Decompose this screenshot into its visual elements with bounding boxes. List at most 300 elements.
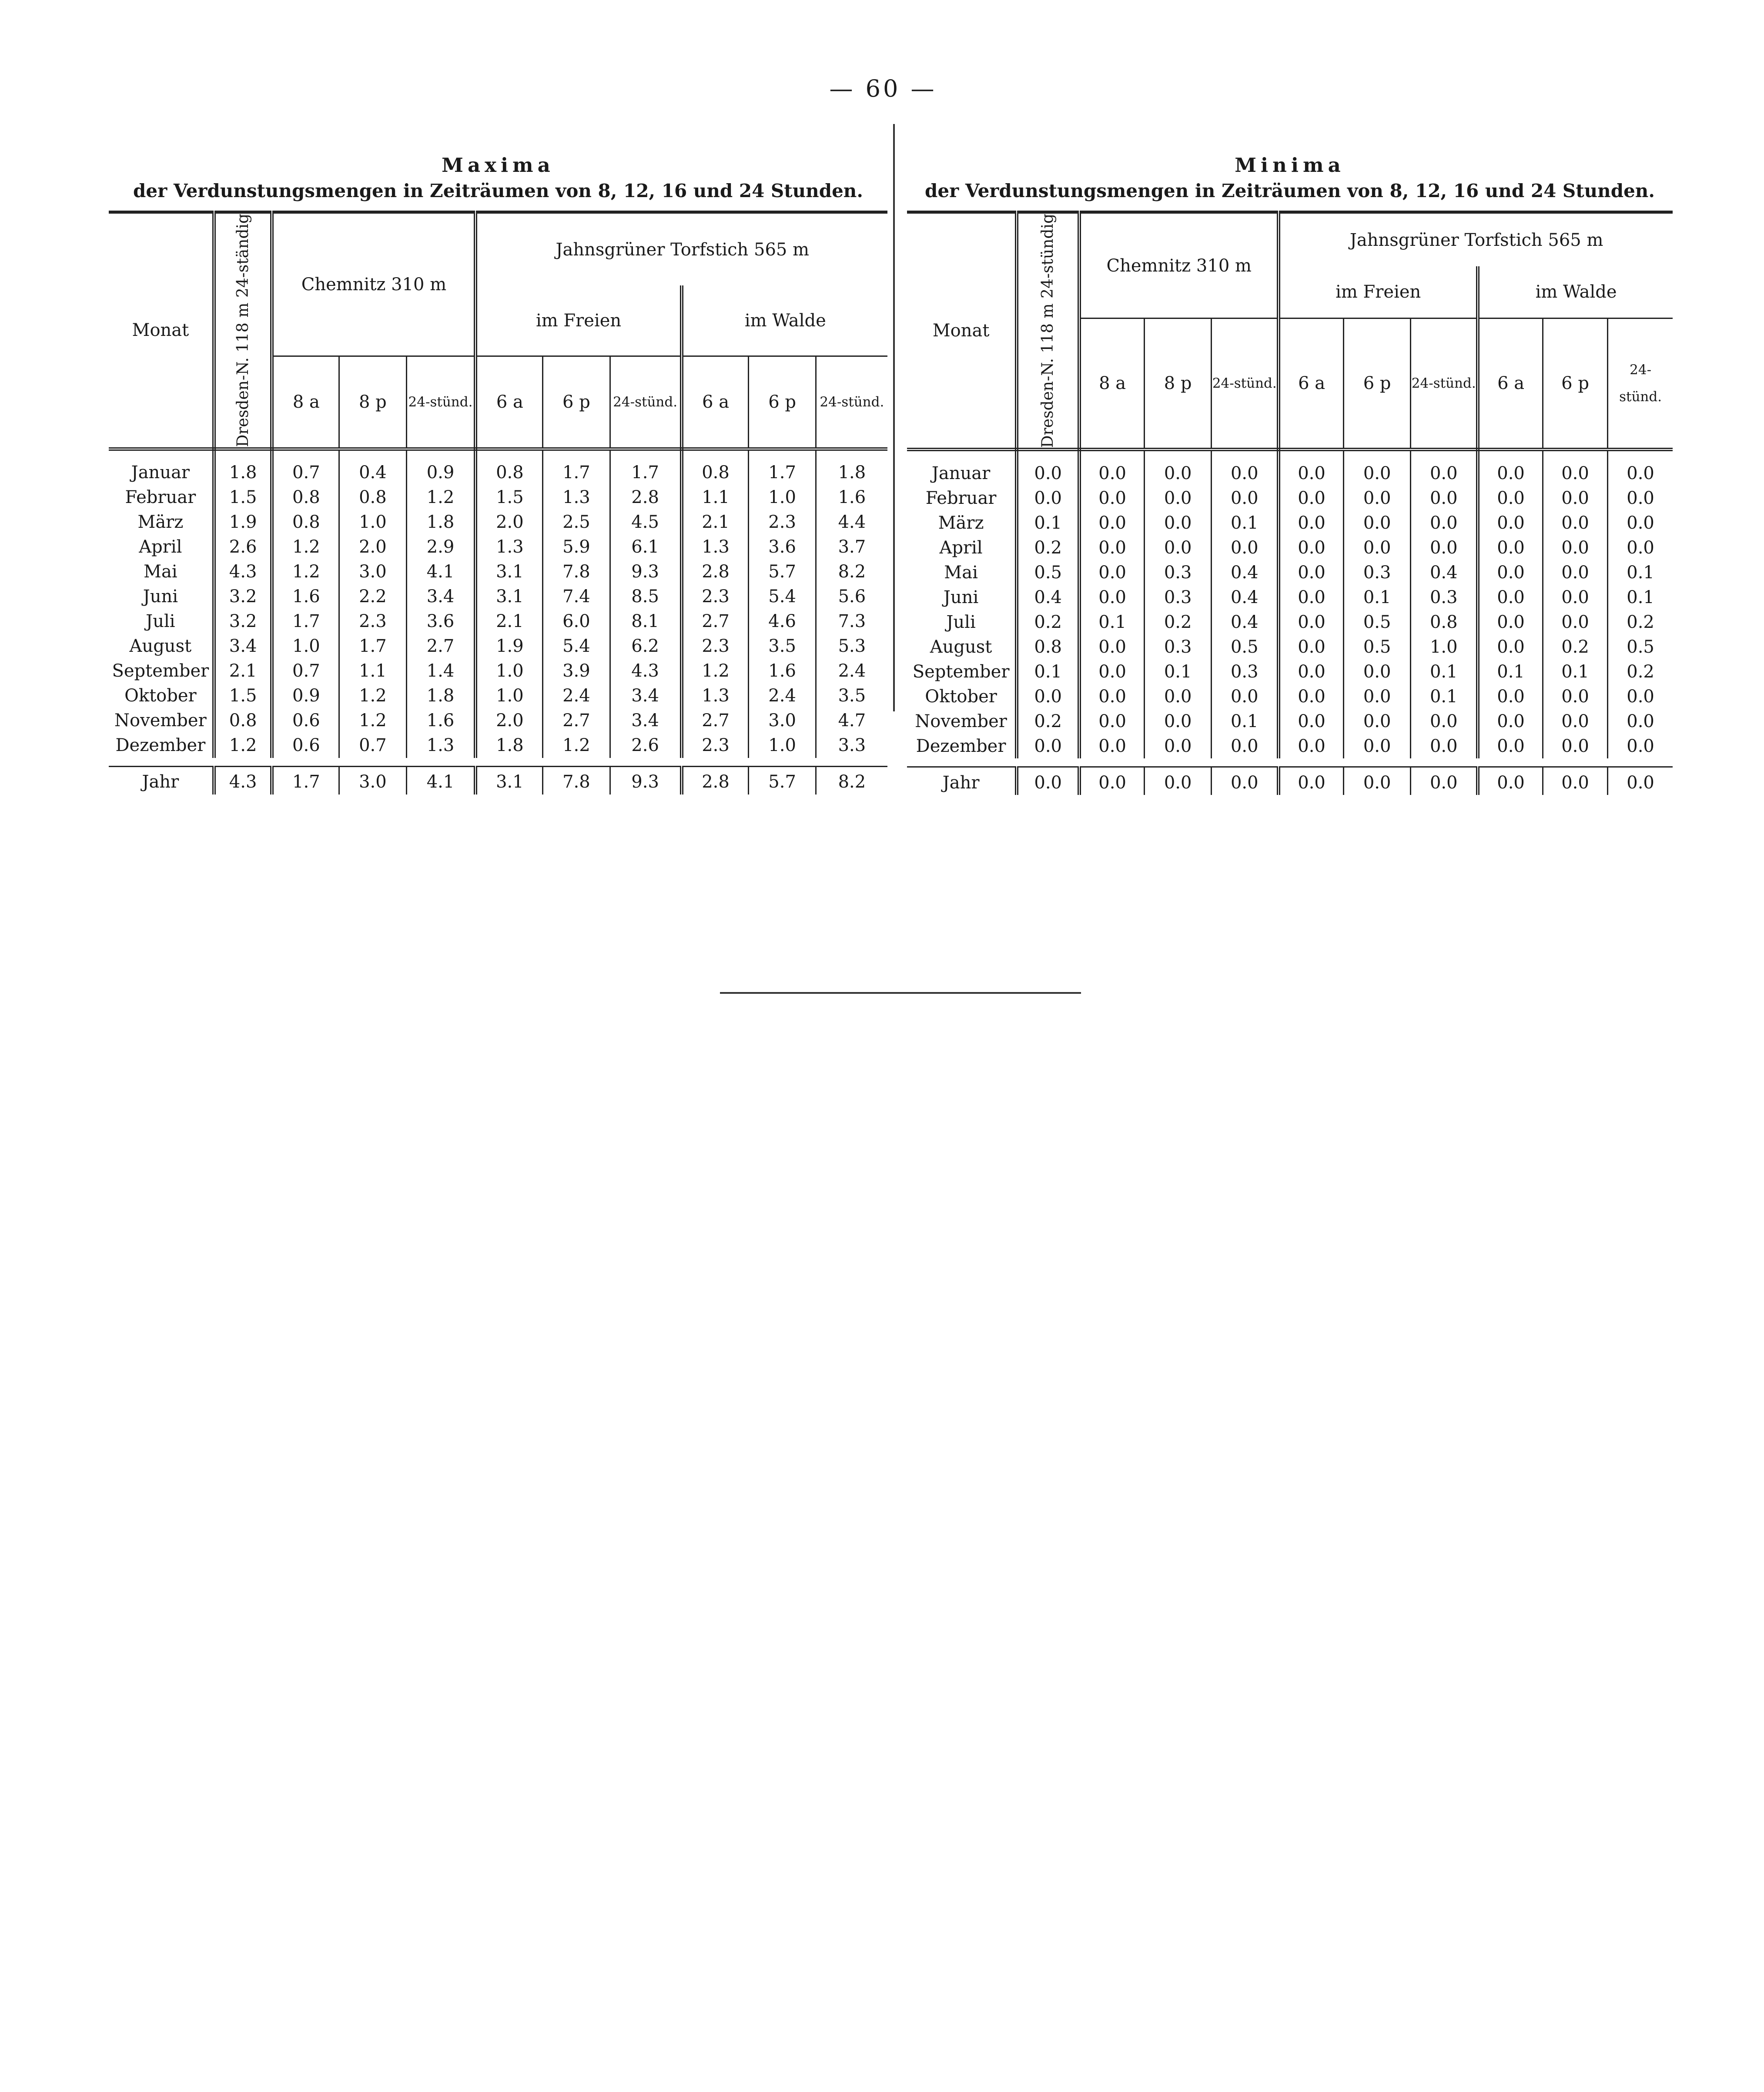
value-cell-chemnitz-8a: 0.9 bbox=[272, 684, 339, 708]
month-cell: Februar bbox=[907, 486, 1017, 510]
value-cell-chemnitz-8p: 0.0 bbox=[1144, 709, 1211, 734]
value-cell-freien-24: 0.0 bbox=[1411, 510, 1478, 535]
value-cell-chemnitz-8a: 0.0 bbox=[1079, 684, 1144, 709]
value-cell-freien-6a: 0.0 bbox=[1279, 585, 1343, 610]
value-cell-dresden: 0.2 bbox=[1017, 535, 1079, 560]
header-jahnsgruen: Jahnsgrüner Torfstich 565 m bbox=[1349, 230, 1603, 250]
value-cell-walde-6p: 5.7 bbox=[749, 560, 816, 584]
value-cell-walde-6a: 1.2 bbox=[682, 659, 749, 684]
value-cell-walde-6p: 1.0 bbox=[749, 733, 816, 758]
value-cell-chemnitz-8p: 0.8 bbox=[339, 485, 406, 510]
value-cell-freien-24: 6.2 bbox=[610, 634, 682, 659]
value-cell-freien-6p: 1.3 bbox=[543, 485, 610, 510]
value-cell-walde-6a: 0.0 bbox=[1478, 767, 1543, 795]
value-cell-dresden: 3.2 bbox=[214, 609, 272, 634]
value-cell-walde-24: 0.2 bbox=[1627, 612, 1654, 632]
value-cell-freien-6p: 0.5 bbox=[1343, 634, 1410, 659]
header-dresden-label: Dresden-N. 118 m 24-ständig bbox=[234, 214, 252, 447]
table-row bbox=[109, 609, 887, 634]
header-freien-6a: 6 a bbox=[475, 356, 542, 449]
value-cell-walde-6a: 0.0 bbox=[1478, 734, 1543, 758]
table-row bbox=[907, 709, 1673, 734]
value-cell-walde-6p: 1.6 bbox=[749, 659, 816, 684]
value-cell-walde-6a: 2.3 bbox=[682, 634, 749, 659]
value-cell-freien-6a: 1.0 bbox=[475, 659, 542, 684]
value-cell-chemnitz-24: 0.0 bbox=[1212, 449, 1279, 486]
value-cell-dresden: 0.1 bbox=[1017, 659, 1079, 684]
header-freien-6a: 6 a bbox=[1279, 318, 1343, 449]
table-row bbox=[109, 560, 887, 584]
value-cell-walde-24: 0.0 bbox=[1627, 513, 1654, 533]
value-cell-chemnitz-8a: 0.6 bbox=[272, 733, 339, 758]
value-cell-chemnitz-8p: 0.3 bbox=[1144, 634, 1211, 659]
value-cell-walde-24: 4.7 bbox=[838, 711, 866, 731]
month-cell: September bbox=[109, 659, 214, 684]
value-cell-chemnitz-24: 0.4 bbox=[1212, 585, 1279, 610]
value-cell-dresden: 1.5 bbox=[214, 684, 272, 708]
value-cell-freien-6a: 1.9 bbox=[475, 634, 542, 659]
value-cell-chemnitz-24: 0.0 bbox=[1212, 734, 1279, 758]
value-cell-chemnitz-8a: 0.6 bbox=[272, 708, 339, 733]
value-cell-chemnitz-8a: 0.7 bbox=[272, 449, 339, 485]
value-cell-freien-6p: 7.4 bbox=[543, 584, 610, 609]
value-cell-walde-6p: 0.0 bbox=[1543, 684, 1607, 709]
value-cell-dresden: 0.0 bbox=[1017, 449, 1079, 486]
table-row bbox=[109, 733, 887, 758]
closing-rule bbox=[720, 992, 1081, 994]
value-cell-chemnitz-8p: 2.3 bbox=[339, 609, 406, 634]
value-cell-walde-24: 0.0 bbox=[1627, 711, 1654, 731]
value-cell-freien-6a: 0.0 bbox=[1279, 535, 1343, 560]
value-cell-walde-24: 1.6 bbox=[838, 487, 866, 508]
value-cell-walde-24: 0.0 bbox=[1608, 767, 1673, 795]
value-cell-dresden: 3.4 bbox=[214, 634, 272, 659]
maxima-body bbox=[109, 449, 887, 795]
value-cell-chemnitz-24: 1.8 bbox=[406, 510, 475, 535]
value-cell-freien-6p: 7.8 bbox=[543, 766, 610, 795]
value-cell-walde-6a: 0.0 bbox=[1478, 585, 1543, 610]
value-cell-walde-24: 8.2 bbox=[816, 766, 887, 795]
value-cell-walde-6p: 0.0 bbox=[1543, 585, 1607, 610]
value-cell-chemnitz-24: 0.3 bbox=[1212, 659, 1279, 684]
value-cell-walde-24: 1.8 bbox=[838, 463, 866, 483]
spacer-row bbox=[907, 758, 1673, 767]
value-cell-freien-6a: 2.0 bbox=[475, 708, 542, 733]
spacer-cell bbox=[907, 758, 1673, 767]
month-cell: Juli bbox=[109, 609, 214, 634]
table-row bbox=[109, 535, 887, 560]
value-cell-walde-24: 5.6 bbox=[838, 587, 866, 607]
value-cell-freien-24: 3.4 bbox=[610, 684, 682, 708]
value-cell-chemnitz-24: 1.3 bbox=[406, 733, 475, 758]
maxima-subtitle: der Verdunstungsmengen in Zeiträumen von 8, 12, 16 und 24 Stunden. bbox=[133, 180, 863, 201]
table-row bbox=[907, 610, 1673, 634]
table-row bbox=[109, 449, 887, 485]
value-cell-freien-24: 0.0 bbox=[1411, 449, 1478, 486]
value-cell-chemnitz-8a: 0.0 bbox=[1079, 510, 1144, 535]
value-cell-walde-6a: 0.0 bbox=[1478, 510, 1543, 535]
value-cell-chemnitz-8a: 0.0 bbox=[1079, 659, 1144, 684]
value-cell-freien-24: 4.5 bbox=[610, 510, 682, 535]
header-freien-6p: 6 p bbox=[1343, 318, 1410, 449]
value-cell-dresden: 0.0 bbox=[1017, 767, 1079, 795]
header-monat: Monat bbox=[109, 212, 214, 449]
header-monat: Monat bbox=[907, 212, 1017, 450]
value-cell-freien-6a: 0.0 bbox=[1279, 709, 1343, 734]
value-cell-chemnitz-8p: 1.7 bbox=[339, 634, 406, 659]
value-cell-chemnitz-8a: 0.0 bbox=[1079, 449, 1144, 486]
value-cell-freien-6p: 0.0 bbox=[1343, 449, 1410, 486]
value-cell-dresden: 0.1 bbox=[1017, 510, 1079, 535]
value-cell-walde-6a: 2.8 bbox=[682, 766, 749, 795]
table-row bbox=[907, 734, 1673, 758]
month-cell: Dezember bbox=[907, 734, 1017, 758]
value-cell-chemnitz-24: 1.4 bbox=[406, 659, 475, 684]
month-cell: Juli bbox=[907, 610, 1017, 634]
value-cell-chemnitz-8a: 0.0 bbox=[1079, 767, 1144, 795]
value-cell-dresden: 0.4 bbox=[1017, 585, 1079, 610]
value-cell-chemnitz-8p: 0.4 bbox=[339, 449, 406, 485]
value-cell-walde-24: 0.0 bbox=[1627, 488, 1654, 508]
header-im-freien: im Freien bbox=[475, 285, 681, 356]
value-cell-chemnitz-8a: 1.2 bbox=[272, 535, 339, 560]
minima-title: Minima bbox=[1235, 154, 1345, 177]
value-cell-chemnitz-24: 2.9 bbox=[406, 535, 475, 560]
value-cell-dresden: 0.2 bbox=[1017, 610, 1079, 634]
value-cell-chemnitz-8p: 1.0 bbox=[339, 510, 406, 535]
value-cell-chemnitz-8a: 0.7 bbox=[272, 659, 339, 684]
value-cell-chemnitz-8p: 0.0 bbox=[1144, 449, 1211, 486]
value-cell-walde-24: 0.0 bbox=[1627, 463, 1654, 483]
header-walde-6p: 6 p bbox=[1543, 318, 1607, 449]
value-cell-freien-24: 2.8 bbox=[610, 485, 682, 510]
value-cell-chemnitz-8a: 0.0 bbox=[1079, 585, 1144, 610]
month-cell: März bbox=[109, 510, 214, 535]
month-cell: Juni bbox=[109, 584, 214, 609]
maxima-table bbox=[109, 211, 887, 795]
value-cell-walde-24: 0.0 bbox=[1627, 537, 1654, 558]
value-cell-chemnitz-8a: 0.0 bbox=[1079, 535, 1144, 560]
value-cell-walde-24: 0.1 bbox=[1627, 587, 1654, 607]
value-cell-freien-6p: 2.7 bbox=[543, 708, 610, 733]
value-cell-chemnitz-24: 0.4 bbox=[1212, 560, 1279, 585]
value-cell-chemnitz-24: 1.2 bbox=[406, 485, 475, 510]
header-dresden bbox=[1017, 212, 1079, 450]
value-cell-freien-6p: 0.0 bbox=[1343, 684, 1410, 709]
value-cell-chemnitz-8a: 0.0 bbox=[1079, 709, 1144, 734]
value-cell-walde-24: 0.5 bbox=[1627, 637, 1654, 657]
month-cell: August bbox=[109, 634, 214, 659]
month-cell: September bbox=[907, 659, 1017, 684]
value-cell-freien-24: 0.3 bbox=[1411, 585, 1478, 610]
value-cell-chemnitz-8p: 0.1 bbox=[1144, 659, 1211, 684]
value-cell-freien-6p: 1.2 bbox=[543, 733, 610, 758]
value-cell-walde-6p: 0.0 bbox=[1543, 510, 1607, 535]
minima-body bbox=[907, 449, 1673, 795]
header-chemnitz: Chemnitz 310 m bbox=[272, 212, 475, 356]
table-row bbox=[109, 485, 887, 510]
value-cell-dresden: 0.8 bbox=[1017, 634, 1079, 659]
table-row bbox=[109, 708, 887, 733]
value-cell-dresden: 0.2 bbox=[1017, 709, 1079, 734]
value-cell-chemnitz-24: 0.5 bbox=[1212, 634, 1279, 659]
value-cell-freien-24: 0.0 bbox=[1411, 486, 1478, 510]
value-cell-freien-6a: 0.0 bbox=[1279, 634, 1343, 659]
value-cell-freien-6p: 3.9 bbox=[543, 659, 610, 684]
value-cell-freien-6p: 0.1 bbox=[1343, 585, 1410, 610]
value-cell-freien-6a: 0.0 bbox=[1279, 610, 1343, 634]
value-cell-freien-6a: 0.0 bbox=[1279, 767, 1343, 795]
minima-block bbox=[907, 152, 1673, 795]
value-cell-freien-6p: 2.5 bbox=[543, 510, 610, 535]
header-im-freien: im Freien bbox=[1279, 266, 1478, 318]
value-cell-walde-6a: 0.0 bbox=[1478, 709, 1543, 734]
value-cell-walde-6p: 0.0 bbox=[1543, 610, 1607, 634]
value-cell-chemnitz-8p: 0.0 bbox=[1144, 510, 1211, 535]
header-walde-6a: 6 a bbox=[682, 356, 749, 449]
value-cell-freien-6p: 0.0 bbox=[1343, 510, 1410, 535]
value-cell-chemnitz-24: 0.0 bbox=[1212, 535, 1279, 560]
value-cell-dresden: 1.9 bbox=[214, 510, 272, 535]
header-walde-24: 24-stünd. bbox=[1608, 318, 1673, 449]
value-cell-walde-24: 7.3 bbox=[838, 611, 866, 632]
value-cell-dresden: 2.6 bbox=[214, 535, 272, 560]
value-cell-chemnitz-8a: 0.8 bbox=[272, 510, 339, 535]
value-cell-freien-24: 8.1 bbox=[610, 609, 682, 634]
minima-subtitle: der Verdunstungsmengen in Zeiträumen von 8, 12, 16 und 24 Stunden. bbox=[925, 180, 1655, 201]
value-cell-freien-6a: 1.8 bbox=[475, 733, 542, 758]
header-walde-6a: 6 a bbox=[1478, 318, 1543, 449]
value-cell-walde-6a: 1.1 bbox=[682, 485, 749, 510]
value-cell-freien-6a: 0.8 bbox=[475, 449, 542, 485]
header-chemnitz-24: 24-stünd. bbox=[406, 356, 475, 449]
value-cell-freien-24: 0.0 bbox=[1411, 709, 1478, 734]
value-cell-chemnitz-8p: 0.0 bbox=[1144, 767, 1211, 795]
month-cell: Mai bbox=[907, 560, 1017, 585]
value-cell-chemnitz-8p: 0.0 bbox=[1144, 486, 1211, 510]
value-cell-chemnitz-8a: 1.0 bbox=[272, 634, 339, 659]
value-cell-chemnitz-24: 1.6 bbox=[406, 708, 475, 733]
value-cell-walde-6a: 2.3 bbox=[682, 733, 749, 758]
header-freien-6p: 6 p bbox=[543, 356, 610, 449]
value-cell-dresden: 0.0 bbox=[1017, 684, 1079, 709]
month-cell: Februar bbox=[109, 485, 214, 510]
value-cell-freien-24: 0.0 bbox=[1411, 734, 1478, 758]
value-cell-dresden: 0.0 bbox=[1017, 734, 1079, 758]
value-cell-freien-6a: 0.0 bbox=[1279, 510, 1343, 535]
value-cell-walde-6a: 2.8 bbox=[682, 560, 749, 584]
year-row bbox=[907, 767, 1673, 795]
table-row bbox=[109, 659, 887, 684]
value-cell-chemnitz-8p: 1.1 bbox=[339, 659, 406, 684]
value-cell-chemnitz-8p: 3.0 bbox=[339, 766, 406, 795]
value-cell-walde-24: 0.1 bbox=[1627, 562, 1654, 583]
value-cell-freien-6p: 0.0 bbox=[1343, 734, 1410, 758]
table-row bbox=[109, 510, 887, 535]
value-cell-walde-24: 0.0 bbox=[1627, 686, 1654, 707]
value-cell-freien-24: 0.1 bbox=[1411, 659, 1478, 684]
month-cell: Jahr bbox=[109, 766, 214, 795]
value-cell-walde-24: 3.5 bbox=[838, 686, 866, 706]
value-cell-chemnitz-8a: 1.6 bbox=[272, 584, 339, 609]
value-cell-walde-6a: 0.0 bbox=[1478, 684, 1543, 709]
value-cell-walde-24: 3.3 bbox=[838, 735, 866, 756]
value-cell-freien-6p: 7.8 bbox=[543, 560, 610, 584]
value-cell-walde-24: 3.7 bbox=[838, 537, 866, 557]
value-cell-freien-24: 0.0 bbox=[1411, 535, 1478, 560]
header-chemnitz-8a: 8 a bbox=[272, 356, 339, 449]
value-cell-freien-6p: 5.9 bbox=[543, 535, 610, 560]
value-cell-walde-6a: 0.0 bbox=[1478, 486, 1543, 510]
value-cell-chemnitz-8a: 0.0 bbox=[1079, 560, 1144, 585]
value-cell-dresden: 4.3 bbox=[214, 560, 272, 584]
value-cell-chemnitz-8a: 1.7 bbox=[272, 766, 339, 795]
table-row bbox=[907, 510, 1673, 535]
value-cell-chemnitz-8p: 0.3 bbox=[1144, 560, 1211, 585]
value-cell-freien-6a: 2.0 bbox=[475, 510, 542, 535]
value-cell-chemnitz-8p: 0.3 bbox=[1144, 585, 1211, 610]
value-cell-walde-6p: 0.0 bbox=[1543, 560, 1607, 585]
value-cell-chemnitz-8p: 1.2 bbox=[339, 684, 406, 708]
value-cell-walde-6a: 2.3 bbox=[682, 584, 749, 609]
value-cell-chemnitz-24: 2.7 bbox=[406, 634, 475, 659]
value-cell-freien-24: 2.6 bbox=[610, 733, 682, 758]
value-cell-walde-6p: 0.0 bbox=[1543, 535, 1607, 560]
header-walde-24: 24-stünd. bbox=[816, 356, 887, 449]
month-cell: Januar bbox=[109, 449, 214, 485]
value-cell-walde-6a: 0.0 bbox=[1478, 449, 1543, 486]
value-cell-walde-6a: 0.0 bbox=[1478, 560, 1543, 585]
value-cell-walde-6a: 1.3 bbox=[682, 535, 749, 560]
value-cell-walde-24: 5.3 bbox=[838, 636, 866, 657]
value-cell-freien-6a: 1.0 bbox=[475, 684, 542, 708]
value-cell-dresden: 1.5 bbox=[214, 485, 272, 510]
value-cell-freien-24: 8.5 bbox=[610, 584, 682, 609]
value-cell-walde-6p: 4.6 bbox=[749, 609, 816, 634]
value-cell-freien-6a: 3.1 bbox=[475, 766, 542, 795]
value-cell-chemnitz-24: 0.0 bbox=[1212, 684, 1279, 709]
value-cell-chemnitz-24: 3.6 bbox=[406, 609, 475, 634]
header-dresden bbox=[214, 212, 272, 449]
value-cell-walde-6a: 2.7 bbox=[682, 708, 749, 733]
value-cell-freien-24: 4.3 bbox=[610, 659, 682, 684]
value-cell-walde-6p: 0.0 bbox=[1543, 486, 1607, 510]
value-cell-chemnitz-8a: 0.8 bbox=[272, 485, 339, 510]
value-cell-walde-6p: 0.2 bbox=[1543, 634, 1607, 659]
table-row bbox=[907, 560, 1673, 585]
value-cell-freien-24: 0.8 bbox=[1411, 610, 1478, 634]
month-cell: August bbox=[907, 634, 1017, 659]
table-row bbox=[907, 659, 1673, 684]
value-cell-chemnitz-8a: 0.1 bbox=[1079, 610, 1144, 634]
month-cell: Januar bbox=[907, 449, 1017, 486]
value-cell-freien-6p: 0.5 bbox=[1343, 610, 1410, 634]
center-divider bbox=[893, 124, 895, 711]
header-chemnitz-24: 24-stünd. bbox=[1212, 318, 1279, 449]
value-cell-freien-24: 1.0 bbox=[1411, 634, 1478, 659]
month-cell: Mai bbox=[109, 560, 214, 584]
value-cell-freien-6a: 3.1 bbox=[475, 560, 542, 584]
table-row bbox=[907, 486, 1673, 510]
value-cell-chemnitz-8p: 0.2 bbox=[1144, 610, 1211, 634]
value-cell-freien-6a: 0.0 bbox=[1279, 734, 1343, 758]
header-dresden-label: Dresden-N. 118 m 24-stündig bbox=[1039, 214, 1057, 448]
table-row bbox=[907, 684, 1673, 709]
value-cell-dresden: 1.2 bbox=[214, 733, 272, 758]
value-cell-chemnitz-8p: 1.2 bbox=[339, 708, 406, 733]
minima-table bbox=[907, 211, 1673, 795]
value-cell-freien-6a: 0.0 bbox=[1279, 659, 1343, 684]
spacer-row bbox=[109, 758, 887, 767]
value-cell-walde-6p: 2.3 bbox=[749, 510, 816, 535]
value-cell-freien-6p: 0.3 bbox=[1343, 560, 1410, 585]
value-cell-freien-6a: 0.0 bbox=[1279, 560, 1343, 585]
value-cell-walde-24: 0.0 bbox=[1627, 736, 1654, 756]
month-cell: November bbox=[109, 708, 214, 733]
value-cell-dresden: 2.1 bbox=[214, 659, 272, 684]
month-cell: April bbox=[109, 535, 214, 560]
table-row bbox=[907, 585, 1673, 610]
value-cell-freien-24: 0.4 bbox=[1411, 560, 1478, 585]
header-freien-24: 24-stünd. bbox=[610, 356, 682, 449]
value-cell-freien-6p: 0.0 bbox=[1343, 767, 1410, 795]
value-cell-walde-6a: 2.7 bbox=[682, 609, 749, 634]
value-cell-freien-24: 0.0 bbox=[1411, 767, 1478, 795]
value-cell-chemnitz-8p: 0.0 bbox=[1144, 535, 1211, 560]
header-im-walde: im Walde bbox=[744, 310, 826, 331]
value-cell-chemnitz-24: 0.9 bbox=[406, 449, 475, 485]
value-cell-chemnitz-8p: 3.0 bbox=[339, 560, 406, 584]
header-chemnitz-8p: 8 p bbox=[1144, 318, 1211, 449]
value-cell-walde-6a: 0.0 bbox=[1478, 610, 1543, 634]
spacer-cell bbox=[109, 758, 887, 767]
header-walde-6p: 6 p bbox=[749, 356, 816, 449]
header-freien-24: 24-stünd. bbox=[1411, 318, 1478, 449]
month-cell: Dezember bbox=[109, 733, 214, 758]
value-cell-walde-6p: 0.1 bbox=[1543, 659, 1607, 684]
value-cell-dresden: 0.5 bbox=[1017, 560, 1079, 585]
table-row bbox=[907, 634, 1673, 659]
value-cell-walde-6p: 0.0 bbox=[1543, 449, 1607, 486]
value-cell-chemnitz-8p: 0.7 bbox=[339, 733, 406, 758]
value-cell-freien-24: 9.3 bbox=[610, 766, 682, 795]
header-im-walde: im Walde bbox=[1535, 282, 1617, 302]
value-cell-walde-6p: 3.6 bbox=[749, 535, 816, 560]
value-cell-walde-6p: 0.0 bbox=[1543, 767, 1607, 795]
page-number: — 60 — bbox=[829, 75, 937, 102]
header-chemnitz-8p: 8 p bbox=[339, 356, 406, 449]
value-cell-walde-6a: 1.3 bbox=[682, 684, 749, 708]
value-cell-chemnitz-24: 4.1 bbox=[406, 766, 475, 795]
month-cell: April bbox=[907, 535, 1017, 560]
header-jahnsgruen: Jahnsgrüner Torfstich 565 m bbox=[556, 239, 810, 260]
year-row bbox=[109, 766, 887, 795]
value-cell-walde-6p: 3.0 bbox=[749, 708, 816, 733]
value-cell-dresden: 4.3 bbox=[214, 766, 272, 795]
value-cell-chemnitz-8a: 0.0 bbox=[1079, 486, 1144, 510]
value-cell-walde-24: 4.4 bbox=[838, 512, 866, 533]
value-cell-walde-6p: 0.0 bbox=[1543, 709, 1607, 734]
value-cell-chemnitz-8a: 1.7 bbox=[272, 609, 339, 634]
value-cell-chemnitz-8a: 0.0 bbox=[1079, 734, 1144, 758]
value-cell-freien-24: 9.3 bbox=[610, 560, 682, 584]
table-row bbox=[109, 684, 887, 708]
value-cell-walde-6p: 3.5 bbox=[749, 634, 816, 659]
value-cell-chemnitz-24: 0.1 bbox=[1212, 709, 1279, 734]
value-cell-freien-24: 6.1 bbox=[610, 535, 682, 560]
value-cell-freien-6p: 5.4 bbox=[543, 634, 610, 659]
table-row bbox=[109, 634, 887, 659]
